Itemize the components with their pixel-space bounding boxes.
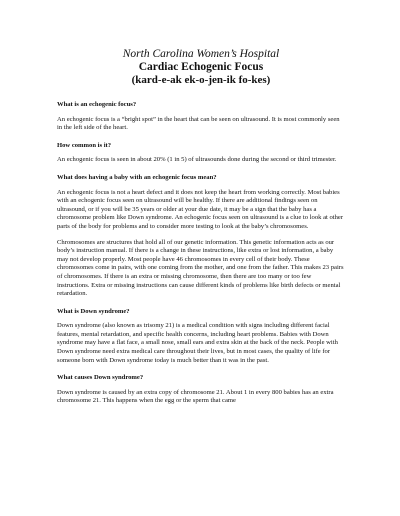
pronunciation: (kard-e-ak ek-o-jen-ik fo-kes)	[131, 74, 271, 86]
paragraph: Down syndrome is caused by an extra copy of chromosome 21. About 1 in every 800 babies has an extra chromosome 21. This happens when the egg or the sperm that came	[57, 388, 334, 405]
section-heading: What is Down syndrome?	[57, 307, 130, 315]
paragraph: An echogenic focus is seen in about 20% (1 in 5) of ultrasounds done during the second or third trimester.	[57, 156, 337, 164]
section-what-is-echogenic-focus	[57, 101, 345, 133]
document-header	[57, 48, 345, 87]
section-what-causes-down-syndrome	[57, 374, 345, 406]
paragraph: An echogenic focus is a “bright spot” in the heart that can be seen on ultrasound. It is most commonly seen in the left side of the heart.	[57, 115, 340, 132]
paragraph: Chromosomes are structures that hold all of our genetic information. This genetic information acts as our body’s instruction manual. If there is a change in these instructions, like extra or lost information, a baby may not develop properly. Most people have 46 chromosomes in every cell of their body. These chromosomes come in pairs, with one coming from the mother, and one from the father. This makes 23 pairs of chromosomes. If there is an extra or missing chromosome, then there are too many or too few instructions. Extra or missing instructions can cause different kinds of problems like birth defects or mental retardation.	[57, 238, 344, 298]
section-what-is-down-syndrome	[57, 308, 345, 366]
section-heading: How common is it?	[57, 141, 112, 149]
document-title: Cardiac Echogenic Focus	[138, 61, 264, 73]
section-what-does-it-mean	[57, 174, 345, 299]
section-how-common	[57, 142, 345, 165]
hospital-name: North Carolina Women’s Hospital	[122, 48, 280, 60]
section-heading: What causes Down syndrome?	[57, 374, 144, 382]
section-heading: What is an echogenic focus?	[57, 101, 137, 108]
section-heading: What does having a baby with an echogenic focus mean?	[57, 173, 217, 181]
paragraph: Down syndrome (also known as trisomy 21) is a medical condition with signs including different facial features, mental retardation, and specific health concerns, including heart problems. Babies with Down syndrome may have a flat face, a small nose, small ears and extra skin at the back of the neck. People with Down syndrome need extra medical care throughout their lives, but in most cases, the quality of life for someone born with Down syndrome today is much better than it was in the past.	[57, 322, 338, 364]
paragraph: An echogenic focus is not a heart defect and it does not keep the heart from working correctly. Most babies with an echogenic focus seen on ultrasound will be healthy. If there are additional findings seen on ultrasound, or if you will be 35 years or older at your due date, it may be a sign that the baby has a chromosome problem like Down syndrome. An echogenic focus seen on ultrasound is a clue to look at other parts of the body for problems and to consider more testing to look at the baby’s chromosomes.	[57, 188, 344, 230]
document-content	[57, 48, 345, 415]
